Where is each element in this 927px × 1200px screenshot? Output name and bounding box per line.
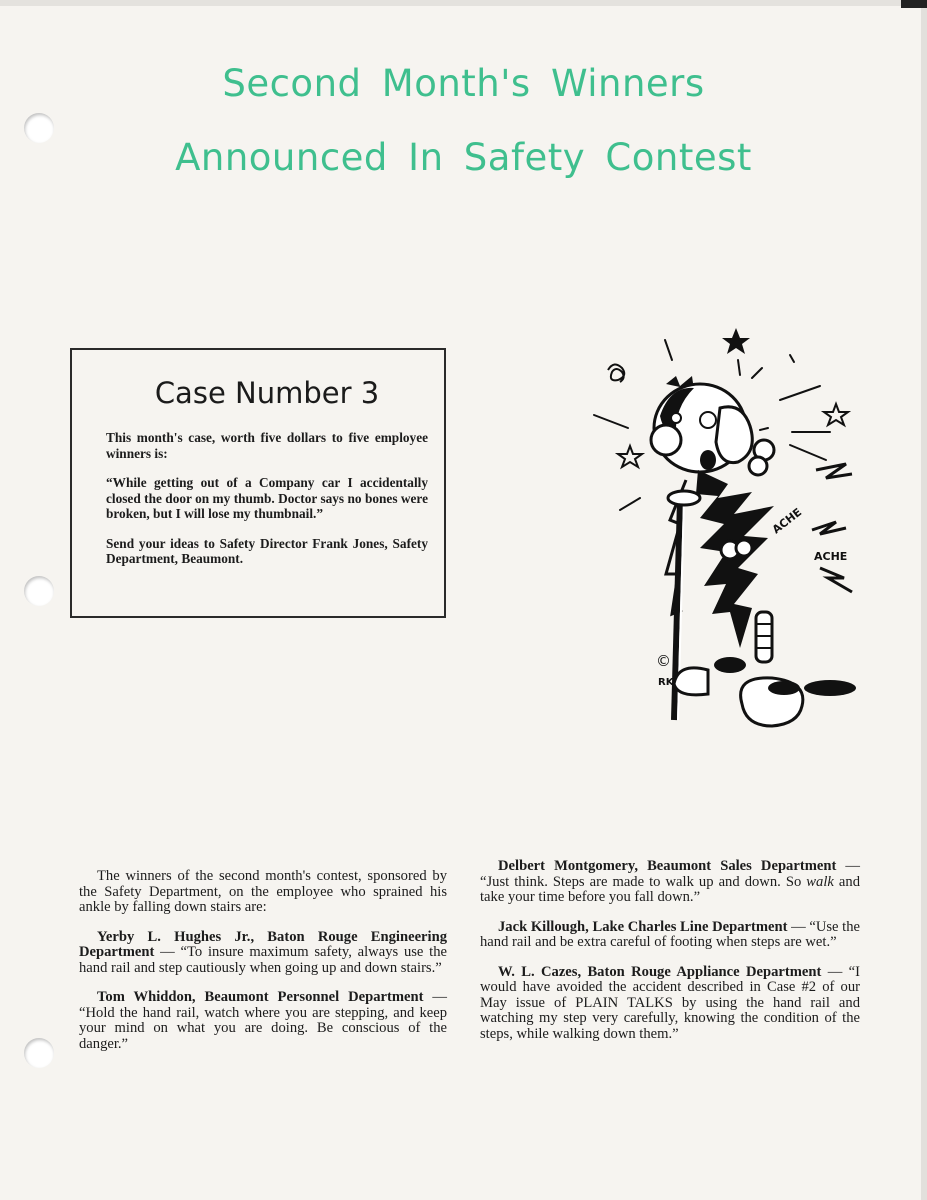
winner-tip: — “To insure maximum safety, always use the hand rail and step cautiously when going up and down stairs.”	[79, 944, 447, 976]
headline-line-2: Announced In Safety Contest	[175, 136, 752, 179]
winner-entry	[480, 965, 860, 1043]
winner-tip: and take your time before you fall down.”	[480, 873, 860, 905]
article-intro: The winners of the second month's contest, sponsored by the Safety Department, on the employee who sprained his ankle by falling down stairs are:	[79, 868, 447, 915]
case-intro: This month's case, worth five dollars to five employee winners is:	[106, 430, 428, 461]
winner-tip: — “Use the hand rail and be extra careful of footing when steps are wet.”	[480, 918, 860, 950]
winner-tip: — “I would have avoided the accident described in Case #2 of our May issue of PLAIN TALKS by using the hand rail and watching my step very carefully, knowing the condition of the steps, while walking down them.”	[480, 963, 860, 1042]
cartoon-signature: RK	[658, 677, 674, 688]
lightning-bolt-icon	[816, 464, 852, 478]
page-corner-shadow	[901, 0, 927, 8]
spiral-icon	[608, 364, 624, 382]
lightning-bolt-icon	[812, 522, 846, 534]
article-column-right	[480, 859, 860, 1056]
winner-entry	[480, 920, 860, 951]
winner-entry	[480, 859, 860, 906]
winner-tip-emphasis: walk	[806, 873, 834, 890]
winner-name: Jack Killough, Lake Charles Line Department	[498, 918, 788, 935]
ache-word-1: ACHE	[769, 505, 805, 537]
page-edge-right	[921, 0, 927, 1200]
star-icon	[722, 328, 750, 354]
page-edge-top	[0, 0, 927, 6]
binder-hole-middle	[24, 576, 54, 606]
case-quote: “While getting out of a Company car I accidentally closed the door on my thumb. Doctor says no bones were broken, but I will lose my thumbnail.”	[106, 475, 428, 521]
case-title: Case Number 3	[154, 376, 380, 410]
case-instructions: Send your ideas to Safety Director Frank Jones, Safety Department, Beaumont.	[106, 535, 428, 566]
lightning-bolt-icon	[820, 568, 852, 592]
winner-name: W. L. Cazes, Baton Rouge Appliance Department	[498, 963, 822, 980]
star-icon	[618, 446, 642, 467]
article-column-left	[79, 869, 447, 1066]
winner-tip: — “Just think. Steps are made to walk up and down. So	[480, 858, 860, 890]
headline-line-1: Second Month's Winners	[222, 62, 705, 105]
winner-tip: — “Hold the hand rail, watch where you are stepping, and keep your mind on what you are doing. Be conscious of the danger.”	[79, 989, 447, 1052]
ache-word-2: ACHE	[814, 550, 848, 563]
winner-entry	[79, 990, 447, 1052]
star-icon	[824, 404, 848, 425]
copyright-mark: ©	[656, 652, 671, 670]
winner-name: Tom Whiddon, Beaumont Personnel Department	[97, 989, 424, 1005]
winner-name: Yerby L. Hughes Jr., Baton Rouge Engineering Department	[79, 928, 447, 960]
case-number-box	[70, 348, 446, 618]
binder-hole-bottom	[24, 1038, 54, 1068]
reddy-kilowatt-cartoon	[580, 320, 880, 760]
winner-entry	[79, 930, 447, 977]
winner-name: Delbert Montgomery, Beaumont Sales Department	[498, 858, 837, 874]
